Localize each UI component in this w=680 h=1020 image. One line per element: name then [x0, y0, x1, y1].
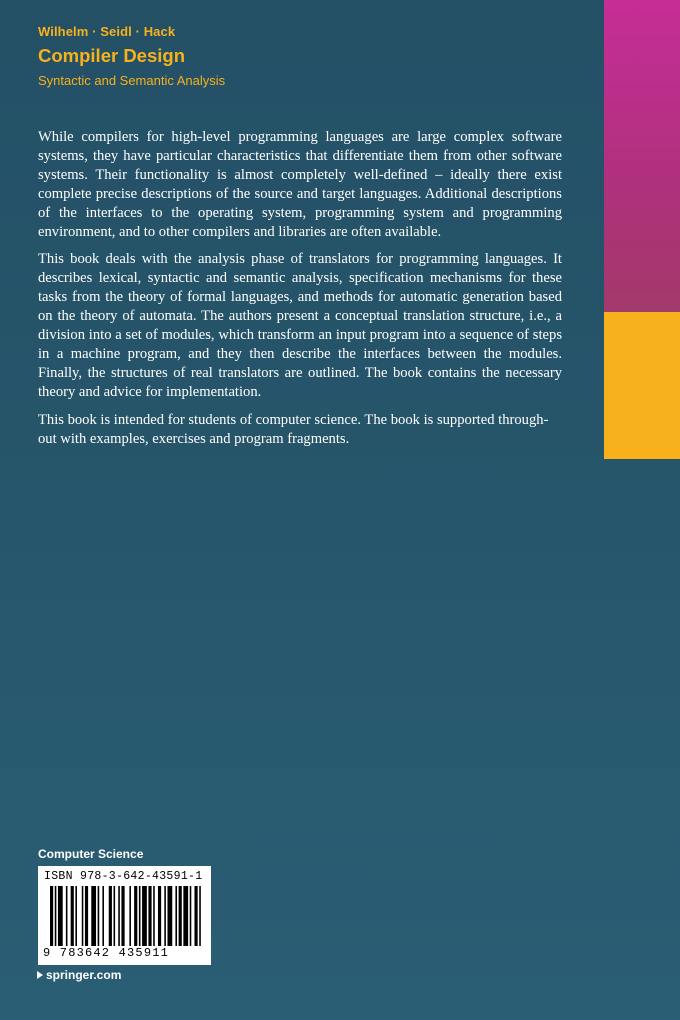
barcode-bar: [199, 886, 201, 946]
book-title: Compiler Design: [38, 45, 185, 66]
category-label: Computer Science: [38, 847, 144, 861]
barcode-bar: [183, 886, 188, 946]
barcode-bar: [139, 886, 141, 946]
barcode-bar: [75, 886, 77, 946]
barcode-bar: [179, 886, 182, 946]
barcode-bar: [114, 886, 116, 946]
barcode-bar: [134, 886, 137, 946]
authors: Wilhelm · Seidl · Hack: [38, 24, 176, 39]
barcode-digits: 9 783642 435911: [43, 946, 170, 960]
barcode-bar: [82, 886, 84, 946]
barcode-bar: [71, 886, 74, 946]
barcode-bar: [55, 886, 57, 946]
blurb-paragraph: This book deals with the analysis phase of translators for programming languages. It describes lexical, syntactic and semantic analysis, specification mechanisms for these tasks from the theory of formal languages, and methods for automatic generation based on the theory of automata. The authors present a conceptual translation structure, i.e., a division into a set of modules, which transform an input program into a sequence of steps in a machine program, and they then describe the interfaces between the modules. Finally, the structures of real translators are outlined. The book contains the necessary theory and advice for implementation.: [38, 251, 562, 400]
arrow-right-icon: [37, 971, 43, 979]
book-subtitle: Syntactic and Semantic Analysis: [38, 73, 226, 88]
barcode-bar: [121, 886, 124, 946]
barcode-bar: [118, 886, 120, 946]
barcode-bar: [194, 886, 197, 946]
isbn-label: ISBN 978-3-642-43591-1: [44, 870, 203, 883]
barcode-bar: [129, 886, 131, 946]
yellow-color-strip: [604, 312, 680, 459]
barcode-bar: [109, 886, 112, 946]
blurb: [38, 128, 562, 458]
barcode-bar: [148, 886, 151, 946]
barcode-bar: [91, 886, 96, 946]
barcode-bar: [98, 886, 100, 946]
isbn-barcode: [38, 866, 211, 965]
magenta-color-strip: [604, 0, 680, 312]
barcode-bar: [142, 886, 147, 946]
blurb-paragraph: While compilers for high-level programming languages are large complex software systems, they have particular characteristics that differentiate them from other software systems. Their functionality is almost completely well-defined – ideally there exist complete precise descriptions of the source and target languages. Additional descriptions of the interfaces to the operating system, programming system and programming environment, and to other compilers and libraries are often available.: [38, 129, 562, 240]
barcode-bar: [102, 886, 104, 946]
blurb-paragraph: This book is intended for students of computer science. The book is supported throughout with examples, exercises and program fragments.: [38, 411, 549, 447]
barcode-bar: [164, 886, 166, 946]
website-label: springer.com: [46, 968, 122, 982]
barcode-bar: [50, 886, 53, 946]
barcode-bar: [158, 886, 161, 946]
barcode-bar: [153, 886, 155, 946]
barcode-bars: [50, 886, 204, 946]
barcode-bar: [85, 886, 88, 946]
barcode-bar: [58, 886, 63, 946]
barcode-bar: [175, 886, 177, 946]
barcode-bar: [167, 886, 172, 946]
website-link[interactable]: [37, 968, 121, 982]
barcode-bar: [190, 886, 192, 946]
barcode-bar: [66, 886, 68, 946]
